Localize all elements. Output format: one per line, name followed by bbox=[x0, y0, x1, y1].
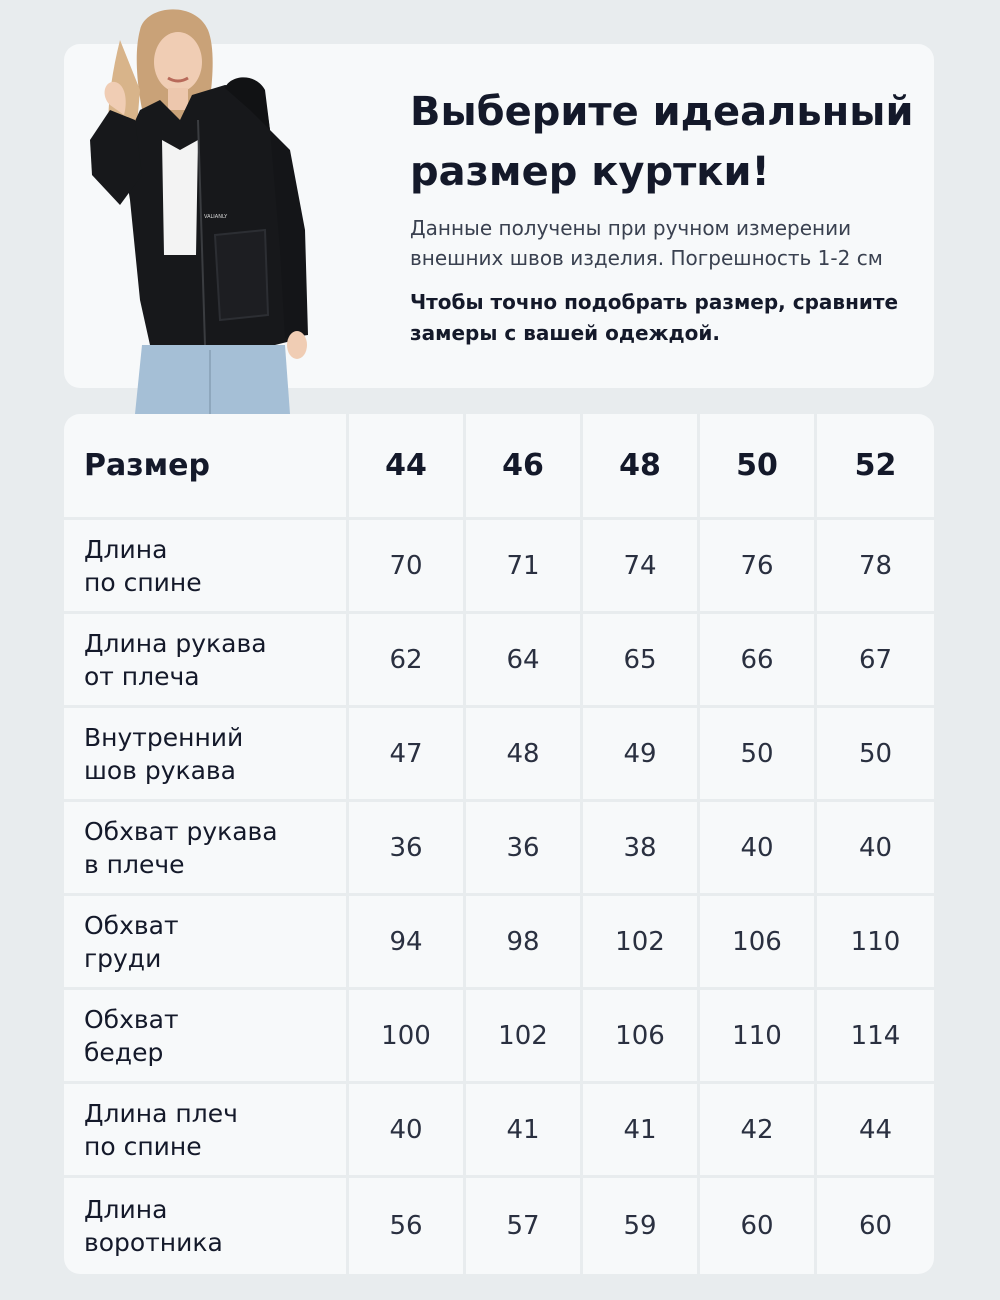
page-title: Выберите идеальный размер куртки! bbox=[410, 89, 914, 195]
table-cell bbox=[466, 708, 580, 799]
table-cell bbox=[700, 520, 814, 611]
table-cell bbox=[583, 802, 697, 893]
table-cell bbox=[817, 1084, 934, 1175]
row-label: Длина по спине bbox=[84, 534, 202, 597]
table-cell bbox=[349, 520, 463, 611]
cell-value: 41 bbox=[623, 1114, 657, 1145]
size-header-label: Размер bbox=[84, 448, 211, 483]
table-cell bbox=[466, 990, 580, 1081]
size-value: 46 bbox=[502, 448, 544, 483]
cell-value: 66 bbox=[740, 644, 774, 675]
size-column-header bbox=[466, 414, 580, 517]
cell-value: 59 bbox=[623, 1211, 657, 1241]
size-header-cell bbox=[64, 414, 346, 517]
cell-value: 42 bbox=[740, 1114, 774, 1145]
cell-value: 102 bbox=[498, 1020, 548, 1051]
table-row-label bbox=[64, 708, 346, 799]
table-cell bbox=[583, 520, 697, 611]
table-cell bbox=[700, 1084, 814, 1175]
table-row-label bbox=[64, 1084, 346, 1175]
model-photo bbox=[80, 0, 340, 414]
cell-value: 106 bbox=[732, 926, 782, 957]
cell-value: 70 bbox=[389, 550, 423, 581]
table-cell bbox=[583, 1178, 697, 1274]
cell-value: 78 bbox=[858, 550, 893, 581]
cell-value: 65 bbox=[623, 644, 657, 675]
cell-value: 114 bbox=[850, 1020, 901, 1051]
row-label: Внутренний шов рукава bbox=[84, 722, 244, 785]
cell-value: 56 bbox=[389, 1211, 423, 1241]
cell-value: 40 bbox=[858, 832, 893, 863]
size-column-header bbox=[700, 414, 814, 517]
table-row-label bbox=[64, 896, 346, 987]
cell-value: 38 bbox=[623, 832, 657, 863]
cell-value: 50 bbox=[740, 738, 774, 769]
table-cell bbox=[349, 802, 463, 893]
cell-value: 102 bbox=[615, 926, 665, 957]
table-cell bbox=[349, 990, 463, 1081]
fit-advice: Чтобы точно подобрать размер, сравните замеры с вашей одеждой. bbox=[410, 290, 899, 345]
table-cell bbox=[583, 614, 697, 705]
cell-value: 44 bbox=[858, 1114, 893, 1145]
row-label: Обхват бедер bbox=[84, 1004, 179, 1067]
cell-value: 41 bbox=[506, 1114, 540, 1145]
table-row-label bbox=[64, 520, 346, 611]
table-cell bbox=[817, 520, 934, 611]
svg-text:VALIANLY: VALIANLY bbox=[204, 214, 228, 220]
size-column-header bbox=[817, 414, 934, 517]
table-cell bbox=[700, 614, 814, 705]
table-cell bbox=[583, 990, 697, 1081]
size-value: 44 bbox=[385, 448, 427, 483]
cell-value: 60 bbox=[740, 1211, 774, 1241]
table-cell bbox=[466, 1084, 580, 1175]
table-cell bbox=[817, 802, 934, 893]
cell-value: 67 bbox=[858, 644, 893, 675]
table-cell bbox=[817, 708, 934, 799]
cell-value: 71 bbox=[506, 550, 540, 581]
cell-value: 110 bbox=[732, 1020, 782, 1051]
table-cell bbox=[466, 802, 580, 893]
table-cell bbox=[466, 614, 580, 705]
table-cell bbox=[349, 708, 463, 799]
cell-value: 100 bbox=[381, 1020, 431, 1051]
table-cell bbox=[349, 614, 463, 705]
table-cell bbox=[466, 896, 580, 987]
size-column-header bbox=[349, 414, 463, 517]
cell-value: 47 bbox=[389, 738, 423, 769]
cell-value: 106 bbox=[615, 1020, 665, 1051]
cell-value: 36 bbox=[389, 832, 423, 863]
table-cell bbox=[817, 1178, 934, 1274]
table-cell bbox=[349, 1084, 463, 1175]
table-cell bbox=[349, 1178, 463, 1274]
row-label: Длина рукава от плеча bbox=[84, 628, 267, 691]
table-row-label bbox=[64, 1178, 346, 1274]
table-row-label bbox=[64, 614, 346, 705]
cell-value: 48 bbox=[506, 738, 540, 769]
cell-value: 64 bbox=[506, 644, 540, 675]
cell-value: 40 bbox=[740, 832, 774, 863]
row-label: Обхват рукава в плече bbox=[84, 816, 278, 879]
table-row-label bbox=[64, 802, 346, 893]
table-cell bbox=[700, 708, 814, 799]
cell-value: 74 bbox=[623, 550, 657, 581]
measurement-note: Данные получены при ручном измерении внешних швов изделия. Погрешность 1-2 см bbox=[410, 216, 883, 270]
table-cell bbox=[583, 708, 697, 799]
size-value: 50 bbox=[736, 448, 778, 483]
table-cell bbox=[817, 614, 934, 705]
table-cell bbox=[700, 802, 814, 893]
cell-value: 94 bbox=[389, 926, 423, 957]
cell-value: 62 bbox=[389, 644, 423, 675]
table-row-label bbox=[64, 990, 346, 1081]
size-table bbox=[64, 414, 934, 1274]
size-column-header bbox=[583, 414, 697, 517]
table-cell bbox=[817, 990, 934, 1081]
cell-value: 60 bbox=[858, 1211, 893, 1241]
table-cell bbox=[466, 520, 580, 611]
cell-value: 49 bbox=[623, 738, 657, 769]
cell-value: 50 bbox=[858, 738, 893, 769]
row-label: Обхват груди bbox=[84, 910, 179, 973]
row-label: Длина воротника bbox=[84, 1195, 223, 1257]
table-cell bbox=[817, 896, 934, 987]
cell-value: 76 bbox=[740, 550, 774, 581]
cell-value: 40 bbox=[389, 1114, 423, 1145]
cell-value: 98 bbox=[506, 926, 540, 957]
table-cell bbox=[583, 1084, 697, 1175]
table-cell bbox=[700, 990, 814, 1081]
table-cell bbox=[349, 896, 463, 987]
table-cell bbox=[700, 896, 814, 987]
row-label: Длина плеч по спине bbox=[84, 1098, 238, 1161]
size-value: 48 bbox=[619, 448, 661, 483]
table-cell bbox=[700, 1178, 814, 1274]
cell-value: 110 bbox=[850, 926, 901, 957]
table-cell bbox=[466, 1178, 580, 1274]
cell-value: 36 bbox=[506, 832, 540, 863]
size-value: 52 bbox=[854, 448, 897, 483]
table-cell bbox=[583, 896, 697, 987]
cell-value: 57 bbox=[506, 1211, 540, 1241]
